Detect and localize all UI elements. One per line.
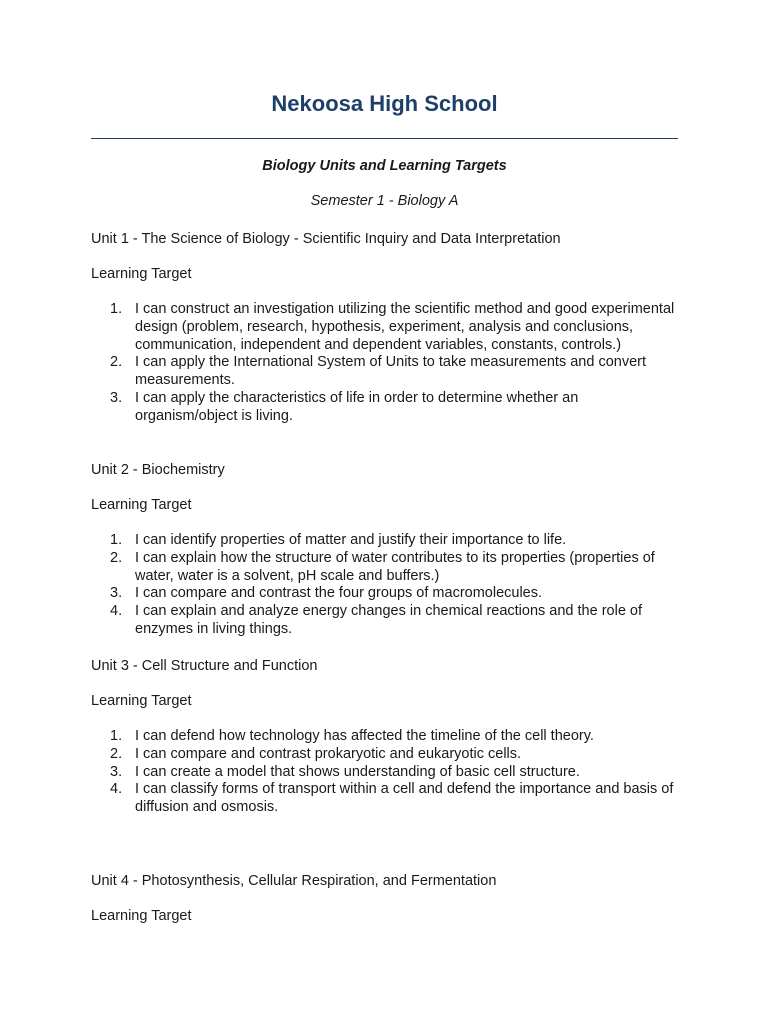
item-number: 1. bbox=[110, 301, 123, 317]
item-number: 3. bbox=[110, 389, 123, 406]
item-text: I can explain how the structure of water contributes to its properties (properties of water, water is a solvent, pH scale and buffers.) bbox=[135, 549, 655, 584]
item-number: 4. bbox=[110, 603, 123, 620]
learning-target-heading: Learning Target bbox=[91, 908, 192, 924]
list-item bbox=[91, 764, 681, 782]
item-text: I can construct an investigation utilizing the scientific method and good experimental design (problem, research, hypothesis, experiment, analysis and conclusions, communication, independent and dependent variables, constants, controls.) bbox=[135, 301, 675, 353]
target-list bbox=[91, 728, 681, 817]
semester-label: Semester 1 - Biology A bbox=[310, 193, 459, 209]
list-item bbox=[91, 585, 681, 603]
item-text: I can compare and contrast the four groups of macromolecules. bbox=[135, 585, 543, 602]
item-number: 1. bbox=[110, 728, 123, 744]
learning-target-heading: Learning Target bbox=[91, 497, 192, 513]
item-text: I can defend how technology has affected the timeline of the cell theory. bbox=[135, 728, 594, 744]
item-text: I can create a model that shows understanding of basic cell structure. bbox=[135, 763, 580, 780]
list-item bbox=[91, 603, 681, 639]
list-item bbox=[91, 781, 681, 817]
list-item bbox=[91, 532, 681, 550]
item-number: 2. bbox=[110, 745, 123, 762]
school-title: Nekoosa High School bbox=[271, 91, 498, 116]
item-text: I can identify properties of matter and justify their importance to life. bbox=[135, 532, 567, 548]
unit-heading: Unit 1 - The Science of Biology - Scientific Inquiry and Data Interpretation bbox=[91, 231, 561, 247]
learning-target-heading: Learning Target bbox=[91, 266, 192, 282]
list-item bbox=[91, 390, 681, 426]
target-list bbox=[91, 532, 681, 639]
item-number: 2. bbox=[110, 549, 123, 566]
unit-section bbox=[91, 872, 681, 925]
item-text: I can compare and contrast prokaryotic and eukaryotic cells. bbox=[135, 745, 522, 762]
unit-section bbox=[91, 461, 681, 639]
learning-target-heading: Learning Target bbox=[91, 693, 192, 709]
unit-heading: Unit 4 - Photosynthesis, Cellular Respiration, and Fermentation bbox=[91, 873, 497, 889]
item-number: 1. bbox=[110, 532, 123, 548]
item-text: I can classify forms of transport within a cell and defend the importance and basis of diffusion and osmosis. bbox=[135, 781, 674, 816]
target-list bbox=[91, 301, 681, 426]
list-item bbox=[91, 746, 681, 764]
unit-heading: Unit 3 - Cell Structure and Function bbox=[91, 658, 318, 674]
document-subtitle: Biology Units and Learning Targets bbox=[262, 158, 507, 174]
unit-section bbox=[91, 230, 681, 426]
item-number: 2. bbox=[110, 354, 123, 371]
list-item bbox=[91, 301, 681, 354]
item-text: I can apply the International System of Units to take measurements and convert measurements. bbox=[135, 354, 646, 389]
item-number: 4. bbox=[110, 781, 123, 798]
unit-heading: Unit 2 - Biochemistry bbox=[91, 462, 225, 478]
item-number: 3. bbox=[110, 585, 123, 602]
list-item bbox=[91, 354, 681, 390]
item-number: 3. bbox=[110, 763, 123, 780]
item-text: I can apply the characteristics of life in order to determine whether an organism/object is living. bbox=[135, 389, 579, 424]
list-item bbox=[91, 550, 681, 586]
item-text: I can explain and analyze energy changes in chemical reactions and the role of enzymes in living things. bbox=[135, 603, 643, 637]
title-divider bbox=[91, 138, 678, 139]
unit-section bbox=[91, 657, 681, 817]
list-item bbox=[91, 728, 681, 746]
